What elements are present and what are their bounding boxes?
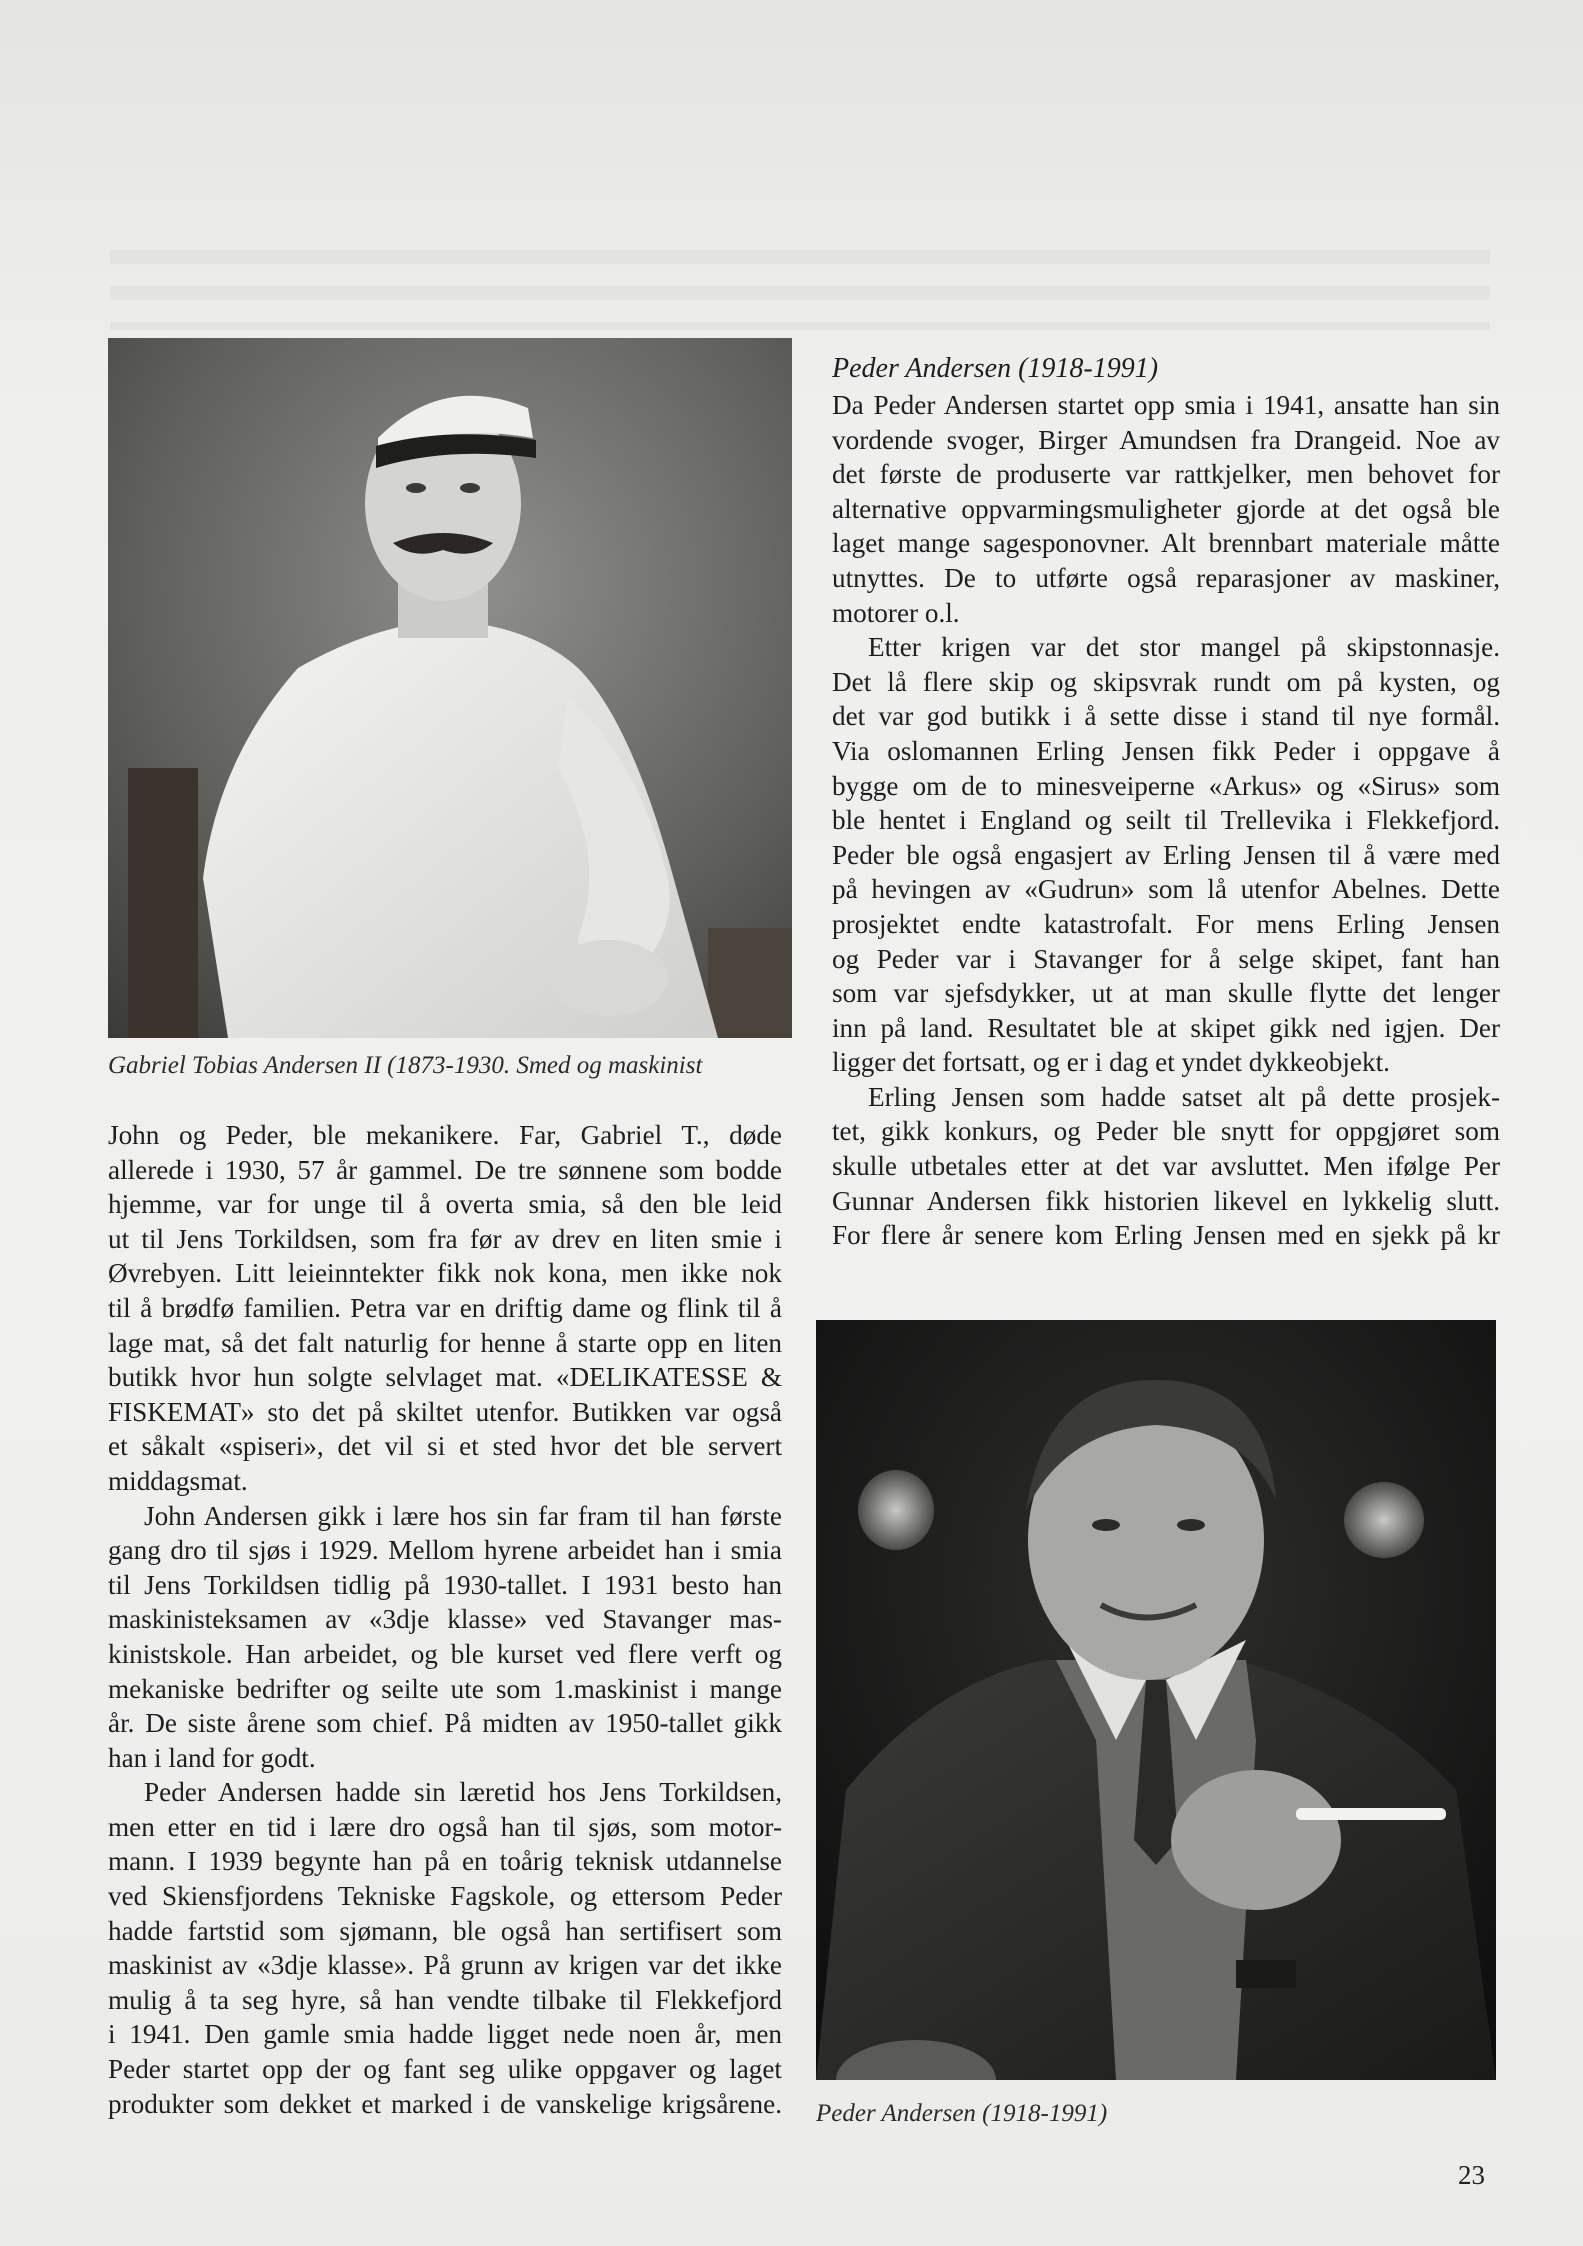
text-line: vordende svoger, Birger Amundsen fra Drangeid. Noe av xyxy=(832,424,1500,455)
text-line: Via oslomannen Erling Jensen fikk Peder i oppgave å xyxy=(832,735,1500,766)
left-column xyxy=(108,1118,782,2121)
text-line: hjemme, var for unge til å overta smia, så den ble leid xyxy=(108,1189,782,1220)
text-line: ligger det fortsatt, og er i dag et yndet dykkeobjekt. xyxy=(832,1047,1390,1078)
text-line: inn på land. Resultatet ble at skipet gikk ned igjen. Der xyxy=(832,1012,1500,1043)
portrait-photo-gabriel-icon xyxy=(108,338,792,1038)
text-line: som var sjefsdykker, ut at man skulle flytte det lenger xyxy=(832,978,1500,1009)
text-line: Da Peder Andersen startet opp smia i 1941, ansatte han sin xyxy=(832,390,1500,420)
section-heading: Peder Andersen (1918-1991) xyxy=(832,353,1159,384)
text-line: John Andersen gikk i lære hos sin far fram til han første xyxy=(144,1500,782,1531)
bottom-photo-caption: Peder Andersen (1918-1991) xyxy=(816,2100,1108,2127)
text-line: Det lå flere skip og skipsvrak rundt om på kysten, og xyxy=(832,666,1500,697)
text-line: tet, gikk konkurs, og Peder ble snytt for oppgjøret som xyxy=(832,1116,1500,1147)
left-paragraph-3 xyxy=(108,1775,782,2121)
text-line: det var god butikk i å sette disse i stand til nye formål. xyxy=(832,701,1500,732)
text-line: til Jens Torkildsen tidlig på 1930-tallet. I 1931 besto han xyxy=(108,1569,782,1600)
text-line: hadde fartstid som sjømann, ble også han sertifisert som xyxy=(108,1915,782,1946)
text-line: motorer o.l. xyxy=(832,597,960,628)
text-line: til å brødfø familien. Petra var en driftig dame og flink til å xyxy=(108,1292,782,1323)
text-line: maskinisteksamen av «3dje klasse» ved Stavanger mas- xyxy=(108,1604,782,1635)
text-line: laget mange sagesponovner. Alt brennbart materiale måtte xyxy=(832,528,1500,559)
text-line: allerede i 1930, 57 år gammel. De tre sønnene som bodde xyxy=(108,1154,782,1185)
text-line: kinistskole. Han arbeidet, og ble kurset ved flere verft og xyxy=(108,1638,782,1669)
right-column xyxy=(832,352,1500,1253)
text-line: Peder startet opp der og fant seg ulike oppgaver og laget xyxy=(108,2054,782,2085)
text-line: år. De siste årene som chief. På midten av 1950-tallet gikk xyxy=(108,1708,782,1739)
bleed-through-shadow xyxy=(110,240,1490,330)
text-line: Erling Jensen som hadde satset alt på dette prosjek- xyxy=(868,1081,1500,1112)
page-number: 23 xyxy=(1458,2160,1485,2190)
text-line: butikk hvor hun solgte selvlaget mat. «DELIKATESSE & xyxy=(108,1362,782,1393)
text-line: produkter som dekket et marked i de vanskelige krigsårene. xyxy=(108,2088,782,2119)
text-line: maskinist av «3dje klasse». På grunn av krigen var det ikke xyxy=(108,1950,782,1981)
text-line: utnyttes. De to utførte også reparasjoner av maskiner, xyxy=(832,562,1500,593)
right-paragraph-1 xyxy=(832,388,1500,630)
text-line: gang dro til sjøs i 1929. Mellom hyrene arbeidet han i smia xyxy=(108,1535,782,1566)
right-paragraph-3 xyxy=(832,1080,1500,1253)
text-line: det første de produserte var rattkjelker, men behovet for xyxy=(832,459,1500,490)
text-line: men etter en tid i lære dro også han til sjøs, som motor- xyxy=(108,1811,782,1842)
text-line: FISKEMAT» sto det på skiltet utenfor. Butikken var også xyxy=(108,1396,782,1427)
text-line: ved Skiensfjordens Tekniske Fagskole, og ettersom Peder xyxy=(108,1881,782,1912)
peder-portrait-photo xyxy=(816,1320,1496,2080)
text-line: Etter krigen var det stor mangel på skipstonnasje. xyxy=(868,632,1500,663)
text-line: For flere år senere kom Erling Jensen med en sjekk på kr xyxy=(832,1220,1500,1251)
text-line: Peder ble også engasjert av Erling Jensen til å være med xyxy=(832,839,1500,870)
text-line: alternative oppvarmingsmuligheter gjorde at det også ble xyxy=(832,493,1500,524)
text-line: Øvrebyen. Litt leieinntekter fikk nok kona, men ikke nok xyxy=(108,1258,782,1289)
text-line: ble hentet i England og seilt til Trellevika i Flekkefjord. xyxy=(832,805,1500,836)
text-line: i 1941. Den gamle smia hadde ligget nede noen år, men xyxy=(108,2019,782,2050)
text-line: mulig å ta seg hyre, så han vendte tilbake til Flekkefjord xyxy=(108,1984,782,2015)
text-line: bygge om de to minesveiperne «Arkus» og «Sirus» som xyxy=(832,770,1500,801)
text-line: middagsmat. xyxy=(108,1465,248,1496)
text-line: Gunnar Andersen fikk historien likevel en lykkelig slutt. xyxy=(832,1185,1500,1216)
gabriel-portrait-photo xyxy=(108,338,792,1038)
text-line: på hevingen av «Gudrun» som lå utenfor Abelnes. Dette xyxy=(832,874,1500,905)
top-photo-caption: Gabriel Tobias Andersen II (1873-1930. Smed og maskinist xyxy=(108,1052,703,1079)
text-line: lage mat, så det falt naturlig for henne å starte opp en liten xyxy=(108,1327,782,1358)
portrait-photo-peder-icon xyxy=(816,1320,1496,2080)
text-line: han i land for godt. xyxy=(108,1742,316,1773)
text-line: skulle utbetales etter at det var avsluttet. Men ifølge Per xyxy=(832,1151,1500,1182)
right-paragraph-2 xyxy=(832,630,1500,1080)
text-line: ut til Jens Torkildsen, som fra før av drev en liten smie i xyxy=(108,1223,782,1254)
text-line: mann. I 1939 begynte han på en toårig teknisk utdannelse xyxy=(108,1846,782,1877)
left-paragraph-2 xyxy=(108,1499,782,1776)
text-line: mekaniske bedrifter og seilte ute som 1.maskinist i mange xyxy=(108,1673,782,1704)
text-line: John og Peder, ble mekanikere. Far, Gabriel T., døde xyxy=(108,1120,782,1150)
text-line: et såkalt «spiseri», det vil si et sted hvor det ble servert xyxy=(108,1431,782,1462)
left-paragraph-1 xyxy=(108,1118,782,1499)
text-line: Peder Andersen hadde sin læretid hos Jens Torkildsen, xyxy=(144,1777,782,1808)
text-line: og Peder var i Stavanger for å selge skipet, fant han xyxy=(832,943,1500,974)
text-line: prosjektet endte katastrofalt. For mens Erling Jensen xyxy=(832,908,1500,939)
